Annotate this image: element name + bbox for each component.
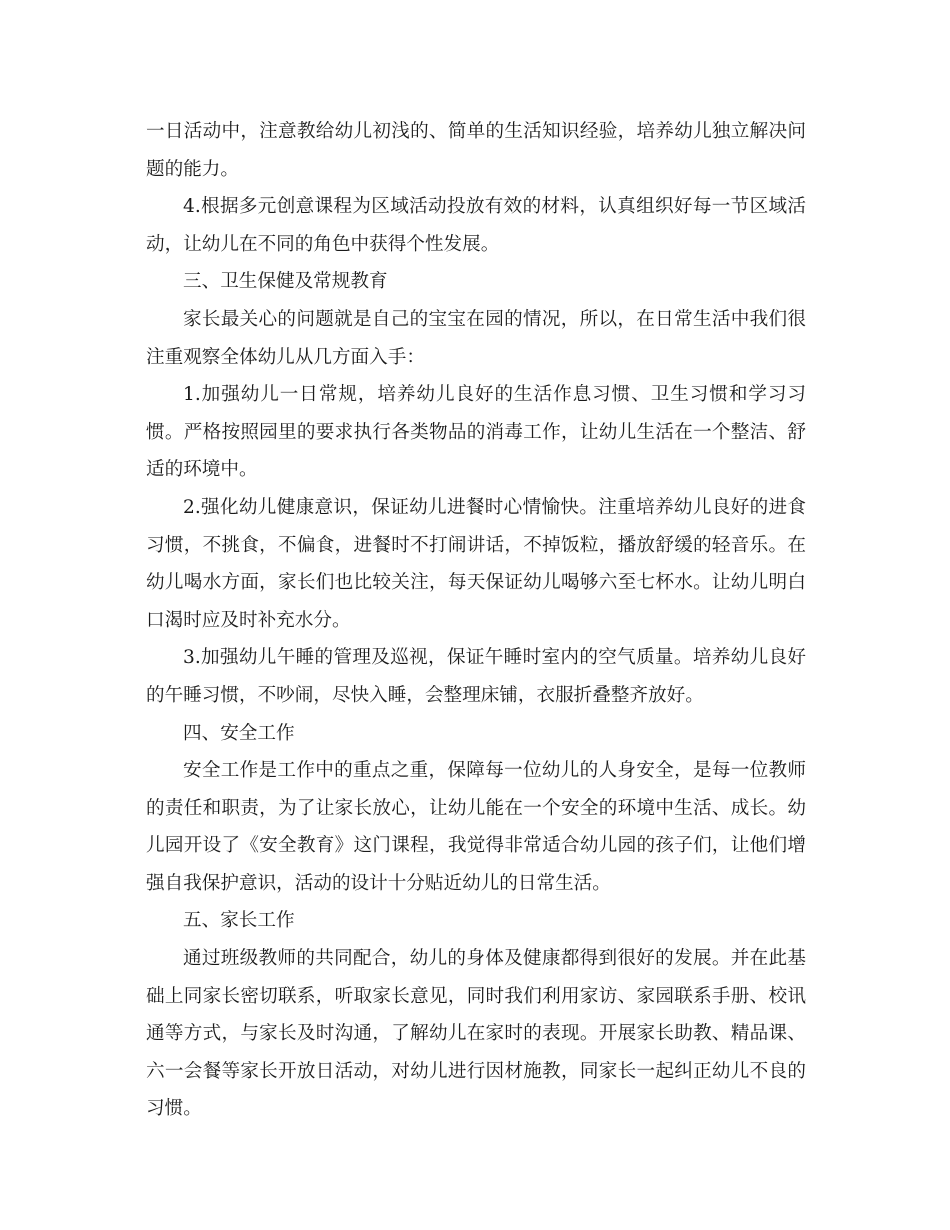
paragraph-safety: 安全工作是工作中的重点之重，保障每一位幼儿的人身安全，是每一位教师的责任和职责，为了让家长放心，让幼儿能在一个安全的环境中生活、成长。幼儿园开设了《安全教育》这门课程，我觉得非常适合幼儿园的孩子们，让他们增强自我保护意识，活动的设计十分贴近幼儿的日常生活。 [146, 760, 806, 894]
paragraph-item-2: 2.强化幼儿健康意识，保证幼儿进餐时心情愉快。注重培养幼儿良好的进食习惯，不挑食，不偏食，进餐时不打闹讲话，不掉饭粒，播放舒缓的轻音乐。在幼儿喝水方面，家长们也比较关注，每天保证幼儿喝够六至七杯水。让幼儿明白口渴时应及时补充水分。 [146, 496, 806, 631]
paragraph-continuation: 一日活动中，注意教给幼儿初浅的、简单的生活知识经验，培养幼儿独立解决问题的能力。 [146, 121, 806, 180]
paragraph-item-3: 3.加强幼儿午睡的管理及巡视，保证午睡时室内的空气质量。培养幼儿良好的午睡习惯，不吵闹，尽快入睡，会整理床铺，衣服折叠整齐放好。 [146, 647, 806, 706]
paragraph-item-4: 4.根据多元创意课程为区域活动投放有效的材料，认真组织好每一节区域活动，让幼儿在不同的角色中获得个性发展。 [146, 196, 806, 255]
section-heading-parents: 五、家长工作 [183, 910, 295, 932]
paragraph-item-1: 1.加强幼儿一日常规，培养幼儿良好的生活作息习惯、卫生习惯和学习习惯。严格按照园里的要求执行各类物品的消毒工作，让幼儿生活在一个整洁、舒适的环境中。 [146, 384, 806, 481]
section-heading-safety: 四、安全工作 [183, 722, 295, 744]
paragraph-parents: 通过班级教师的共同配合，幼儿的身体及健康都得到很好的发展。并在此基础上同家长密切联系，听取家长意见，同时我们利用家访、家园联系手册、校讯通等方式，与家长及时沟通，了解幼儿在家时的表现。开展家长助教、精品课、六一会餐等家长开放日活动，对幼儿进行因材施教，同家长一起纠正幼儿不良的习惯。 [146, 948, 806, 1120]
paragraph-parent-concern: 家长最关心的问题就是自己的宝宝在园的情况，所以，在日常生活中我们很注重观察全体幼儿从几方面入手： [146, 308, 806, 368]
document-body [146, 113, 806, 1128]
section-heading-hygiene: 三、卫生保健及常规教育 [183, 271, 388, 293]
